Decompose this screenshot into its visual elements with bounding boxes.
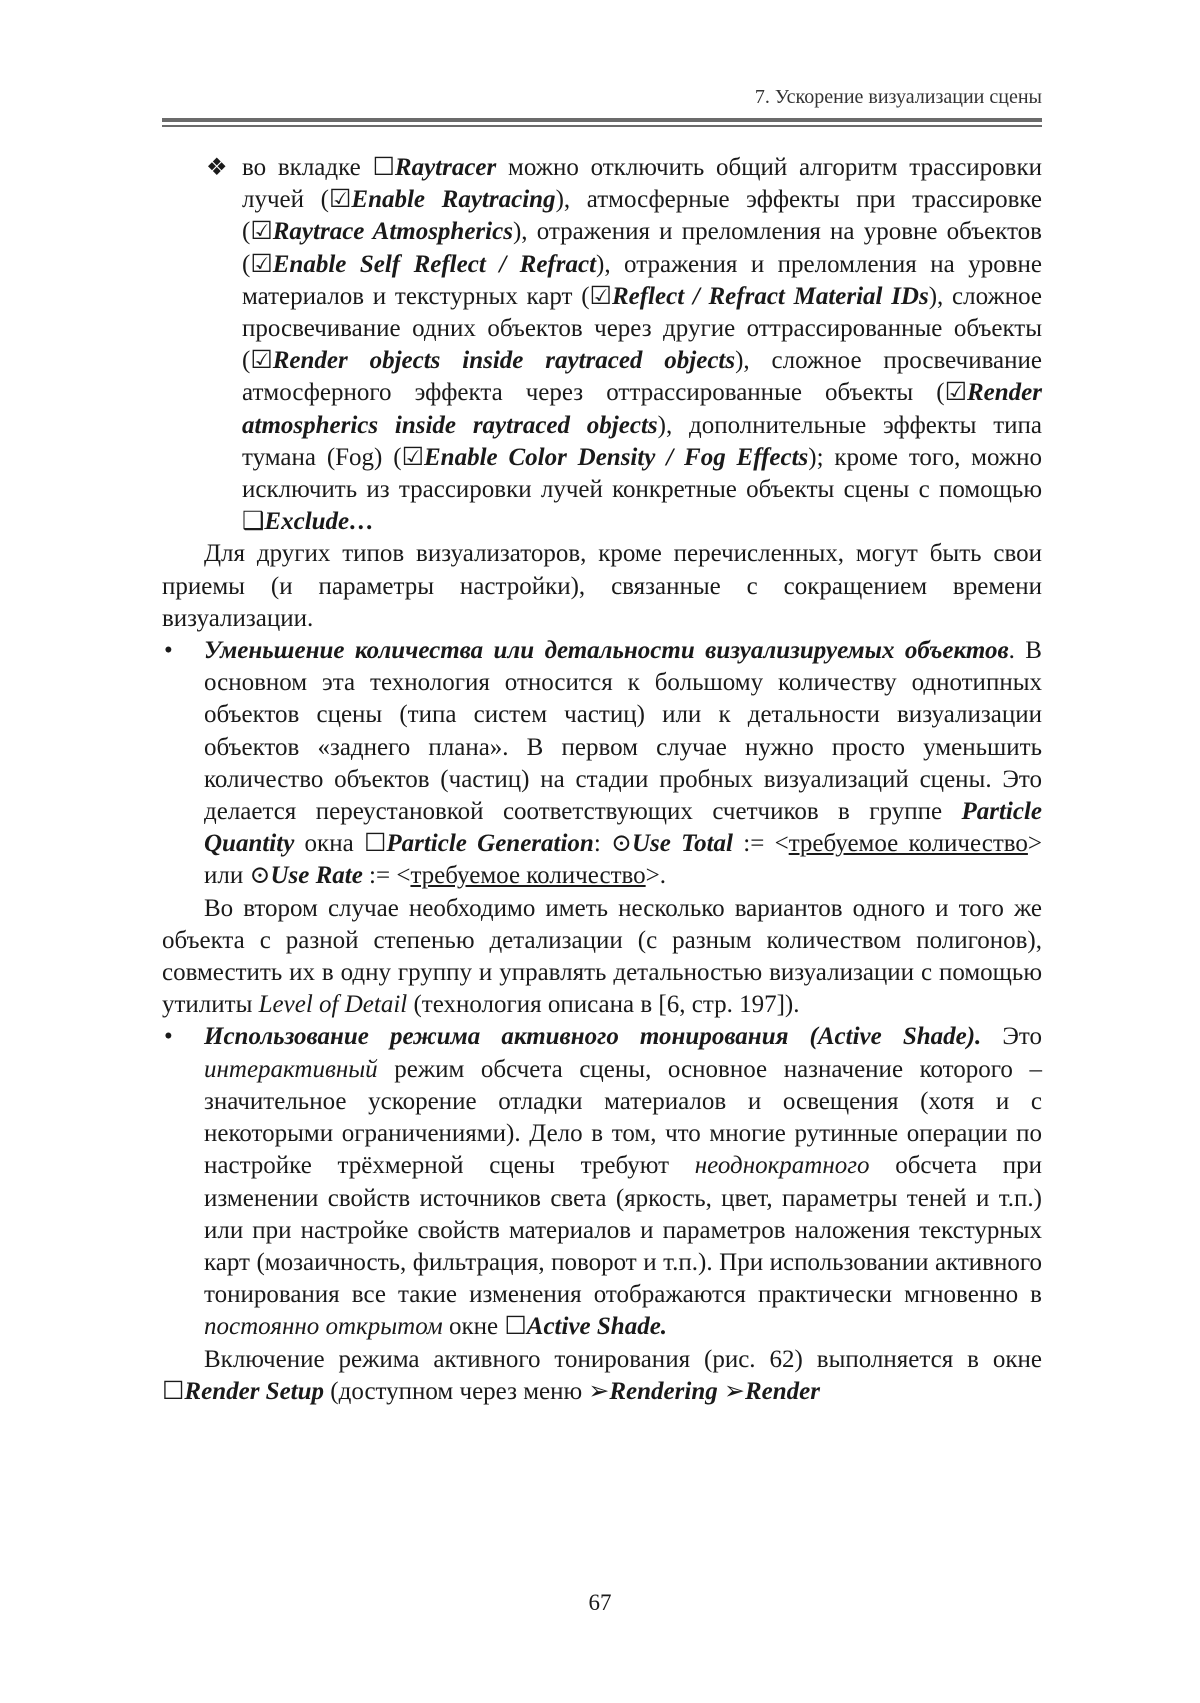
paragraph-enable-active-shade: Включение режима активного тонирования (рис. 62) выполняется в окне ☐Render Setup (доступном через меню ➢Rendering ➢Render bbox=[162, 1345, 1042, 1405]
use-rate-option: Use Rate bbox=[270, 862, 363, 890]
window-box-icon: ☐ bbox=[504, 1313, 527, 1341]
round-bullet-icon: • bbox=[164, 637, 173, 665]
menu-arrow-icon: ➢ bbox=[588, 1377, 610, 1405]
checkbox-icon: ☑ bbox=[401, 443, 424, 471]
render-objects-inside-option: Render objects inside raytraced objects bbox=[272, 347, 736, 375]
repeated-term: неоднократного bbox=[694, 1152, 870, 1180]
checkbox-icon: ☑ bbox=[589, 282, 612, 310]
checkbox-icon: ☑ bbox=[250, 250, 273, 278]
paragraph-level-of-detail: Во втором случае необходимо иметь несколько вариантов одного и того же объекта с разной степенью детализации (с разным количеством полигонов), совместить их в одну группу и управлять детальностью визуализации с помощью утилиты Level of Detail (технология описана в [6, стр. 197]). bbox=[162, 894, 1042, 1019]
checkbox-icon: ☑ bbox=[250, 347, 273, 375]
radio-icon: ⊙ bbox=[611, 830, 632, 858]
active-shade-heading: Использование режима активного тонирования (Active Shade). bbox=[204, 1023, 982, 1051]
use-total-option: Use Total bbox=[632, 830, 734, 858]
render-setup-window: Render Setup bbox=[184, 1377, 325, 1405]
round-bullet-icon: • bbox=[164, 1023, 173, 1051]
window-box-icon: ☐ bbox=[363, 830, 387, 858]
header-rule-thick bbox=[162, 118, 1042, 122]
particle-generation-window: Particle Generation bbox=[386, 830, 594, 858]
running-head: 7. Ускорение визуализации сцены bbox=[754, 86, 1042, 108]
enable-color-density-option: Enable Color Density / Fog Effects bbox=[423, 443, 809, 471]
square-box-icon: ❑ bbox=[242, 508, 265, 536]
window-box-icon: ☐ bbox=[372, 154, 395, 181]
enable-self-reflect-option: Enable Self Reflect / Refract bbox=[272, 250, 597, 278]
paragraph-other-renderers: Для других типов визуализаторов, кроме перечисленных, могут быть свои приемы (и параметры настройки), связанные с сокращением времени визуализации. bbox=[162, 540, 1042, 632]
window-box-icon: ☐ bbox=[162, 1377, 185, 1405]
checkbox-icon: ☑ bbox=[328, 186, 352, 214]
render-atmospherics-inside-option: Render atmospherics inside raytraced objects bbox=[242, 379, 1042, 439]
page-body bbox=[162, 152, 1042, 1408]
render-menu-item: Render bbox=[744, 1377, 820, 1405]
checkbox-icon: ☑ bbox=[944, 379, 967, 407]
radio-icon: ⊙ bbox=[249, 862, 271, 890]
page-number: 67 bbox=[588, 1590, 612, 1615]
active-shade-window: Active Shade. bbox=[526, 1313, 668, 1341]
header-rule-thin bbox=[162, 125, 1042, 127]
raytracer-tab-name: Raytracer bbox=[394, 154, 497, 181]
exclude-button-name: Exclude… bbox=[264, 508, 375, 536]
raytrace-atmospherics-option: Raytrace Atmospherics bbox=[272, 218, 513, 246]
rendering-menu: Rendering bbox=[609, 1377, 718, 1405]
required-quantity-placeholder: требуемое количество bbox=[410, 862, 646, 890]
diamond-bullet-icon: ❖ bbox=[206, 155, 228, 181]
checkbox-icon: ☑ bbox=[250, 218, 273, 246]
level-of-detail-term: Level of Detail bbox=[258, 991, 408, 1019]
particle-quantity-group: Particle Quantity bbox=[204, 798, 1042, 858]
reflect-refract-ids-option: Reflect / Refract Material IDs bbox=[611, 282, 929, 310]
always-open-term: постоянно открытом bbox=[204, 1313, 443, 1341]
interactive-term: интерактивный bbox=[204, 1055, 378, 1083]
menu-arrow-icon: ➢ bbox=[723, 1377, 745, 1405]
reduce-objects-list-item: • Уменьшение количества или детальности визуализируемых объектов. В основном эта технология относится к большому количеству однотипных объектов сцены (типа систем частиц) или к детальности визуализации объектов «заднего плана». В первом случае нужно просто уменьшить количество объектов (частиц) на стадии пробных визуализаций сцены. Это делается переустановкой соответствующих счетчиков в группе Particle Quantity окна ☐Particle Generation: ⊙Use Total := <требуемое количество> или ⊙Use Rate := <требуемое количество>. bbox=[164, 637, 1042, 890]
raytracer-list-item: ❖ во вкладке ☐Raytracer можно отключить общий алгоритм трассировки лучей (☑Enable Raytracing), атмосферные эффекты при трассировке (☑Raytrace Atmospherics), отражения и преломления на уровне объектов (☑Enable Self Reflect / Refract), отражения и преломления на уровне материалов и текстурных карт (☑Reflect / Refract Material IDs), сложное просвечивание одних объектов через другие оттрассированные объекты (☑Render objects inside raytraced objects), сложное просвечивание атмосферного эффекта через оттрассированные объекты (☑Render atmospherics inside raytraced objects), дополнительные эффекты типа тумана (Fog) (☑Enable Color Density / Fog Effects); кроме того, можно исключить из трассировки лучей конкретные объекты сцены с помощью ❑Exclude… bbox=[206, 154, 1043, 536]
enable-raytracing-option: Enable Raytracing bbox=[351, 186, 556, 214]
active-shade-list-item: • Использование режима активного тонирования (Active Shade). Это интерактивный режим обсчета сцены, основное назначение которого – значительное ускорение отладки материалов и освещения (хотя и с некоторыми ограничениями). Дело в том, что многие рутинные операции по настройке трёхмерной сцены требуют неоднократного обсчета при изменении свойств источников света (яркость, цвет, параметры теней и т.п.) или при настройке свойств материалов и параметров наложения текстурных карт (мозаичность, фильтрация, поворот и т.п.). При использовании активного тонирования все такие изменения отображаются практически мгновенно в постоянно открытом окне ☐Active Shade. bbox=[164, 1023, 1042, 1341]
reduce-objects-heading: Уменьшение количества или детальности визуализируемых объектов bbox=[204, 637, 1009, 665]
required-quantity-placeholder: требуемое количество bbox=[788, 830, 1028, 858]
